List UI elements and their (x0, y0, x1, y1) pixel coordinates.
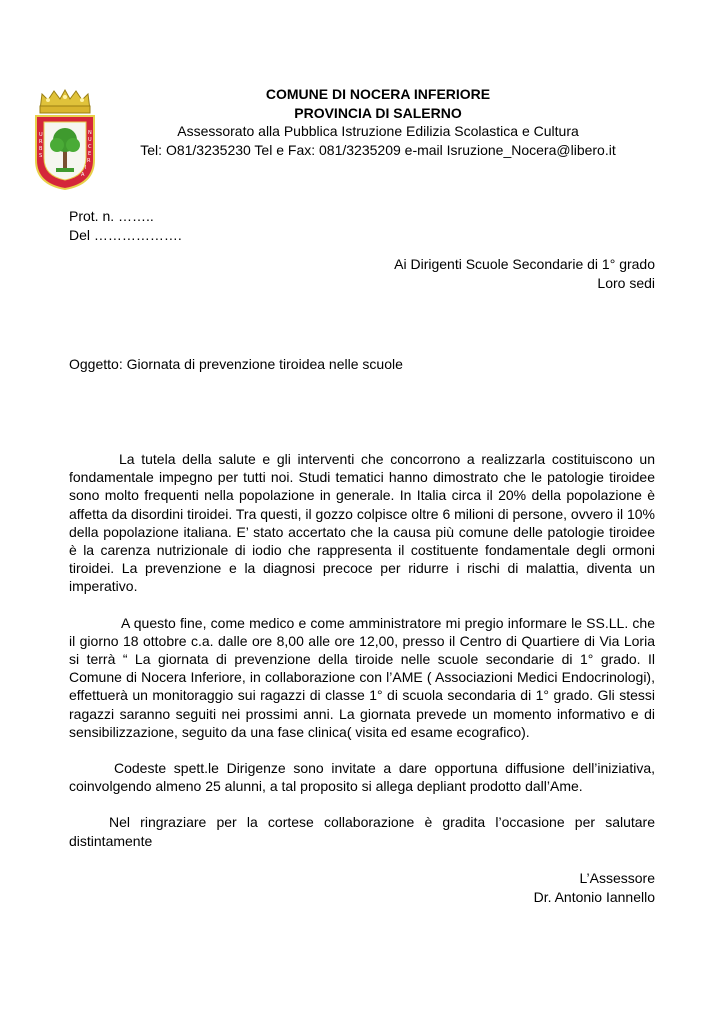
municipal-crest-icon (34, 88, 96, 190)
protocol-number: Prot. n. …….. (69, 208, 154, 224)
body-paragraph: A questo fine, come medico e come amministratore mi pregio informare le SS.LL. che il giorno 18 ottobre c.a. dalle ore 8,00 alle ore 12,00, presso il Centro di Quartiere di Via Loria si terrà “ La giornata di prevenzione della tiroide nelle scuole secondarie di 1° grado. Il Comune di Nocera Inferiore, in collaborazione con l’AME ( Associazioni Medici Endocrinologi), effettuerà un monitoraggio sui ragazzi di classe 1° di scuola secondaria di 1° grado. Gli stessi ragazzi saranno seguiti nei prossimi anni. La giornata prevede un momento informativo e di sensibilizzazione, seguito da una fase clinica( visita ed esame ecografico). (69, 614, 655, 740)
svg-text:S: S (39, 153, 43, 159)
department-name: Assessorato alla Pubblica Istruzione Edilizia Scolastica e Cultura (177, 123, 579, 139)
svg-text:B: B (39, 146, 43, 152)
letter-body (69, 450, 655, 868)
svg-text:C: C (88, 144, 92, 150)
svg-text:N: N (88, 130, 92, 136)
letterhead (100, 85, 656, 159)
protocol-block (69, 207, 182, 244)
body-paragraph: Nel ringraziare per la cortese collaborazione è gradita l’occasione per salutare distintamente (69, 814, 655, 849)
recipient-line-1: Ai Dirigenti Scuole Secondarie di 1° grado (394, 256, 655, 272)
contact-info: Tel: O81/3235230 Tel e Fax: 081/3235209 e-mail Isruzione_Nocera@libero.it (140, 141, 616, 158)
svg-text:U: U (39, 132, 43, 138)
svg-text:A: A (81, 172, 85, 178)
recipient-line-2: Loro sedi (597, 274, 655, 291)
signature-block (534, 869, 655, 906)
svg-text:R: R (39, 139, 43, 145)
municipality-name: COMUNE DI NOCERA INFERIORE (265, 86, 491, 102)
body-paragraph: Codeste spett.le Dirigenze sono invitate a dare opportuna diffusione dell’iniziativa, coinvolgendo almeno 25 alunni, a tal proposito si allega depliant prodotto dall’Ame. (69, 760, 655, 795)
protocol-date: Del ………………. (69, 226, 182, 243)
signatory-name: Dr. Antonio Iannello (533, 888, 655, 905)
svg-text:E: E (88, 151, 92, 157)
svg-text:U: U (88, 137, 92, 143)
recipient-block (394, 255, 655, 292)
svg-text:I: I (85, 165, 87, 171)
signatory-title: L’Assessore (579, 870, 655, 886)
subject-line: Oggetto: Giornata di prevenzione tiroidea nelle scuole (69, 356, 403, 372)
body-paragraph: La tutela della salute e gli interventi che concorrono a realizzarla costituiscono un fondamentale impegno per tutti noi. Studi tematici hanno dimostrato che le patologie tiroidee sono molto frequenti nella popolazione in generale. In Italia circa il 20% della popolazione è affetta da disordini tiroidei. Tra questi, il gozzo colpisce oltre 6 milioni di persone, ovvero il 10% della popolazione italiana. E’ stato accertato che la causa più comune delle patologie tiroidee è la carenza nutrizionale di iodio che rappresenta il costituente fondamentale degli ormoni tiroidei. La prevenzione e la diagnosi precoce per ridurre i rischi di malattia, diventa un imperativo. (69, 451, 655, 595)
province-name: PROVINCIA DI SALERNO (294, 104, 462, 121)
svg-text:R: R (87, 158, 91, 164)
